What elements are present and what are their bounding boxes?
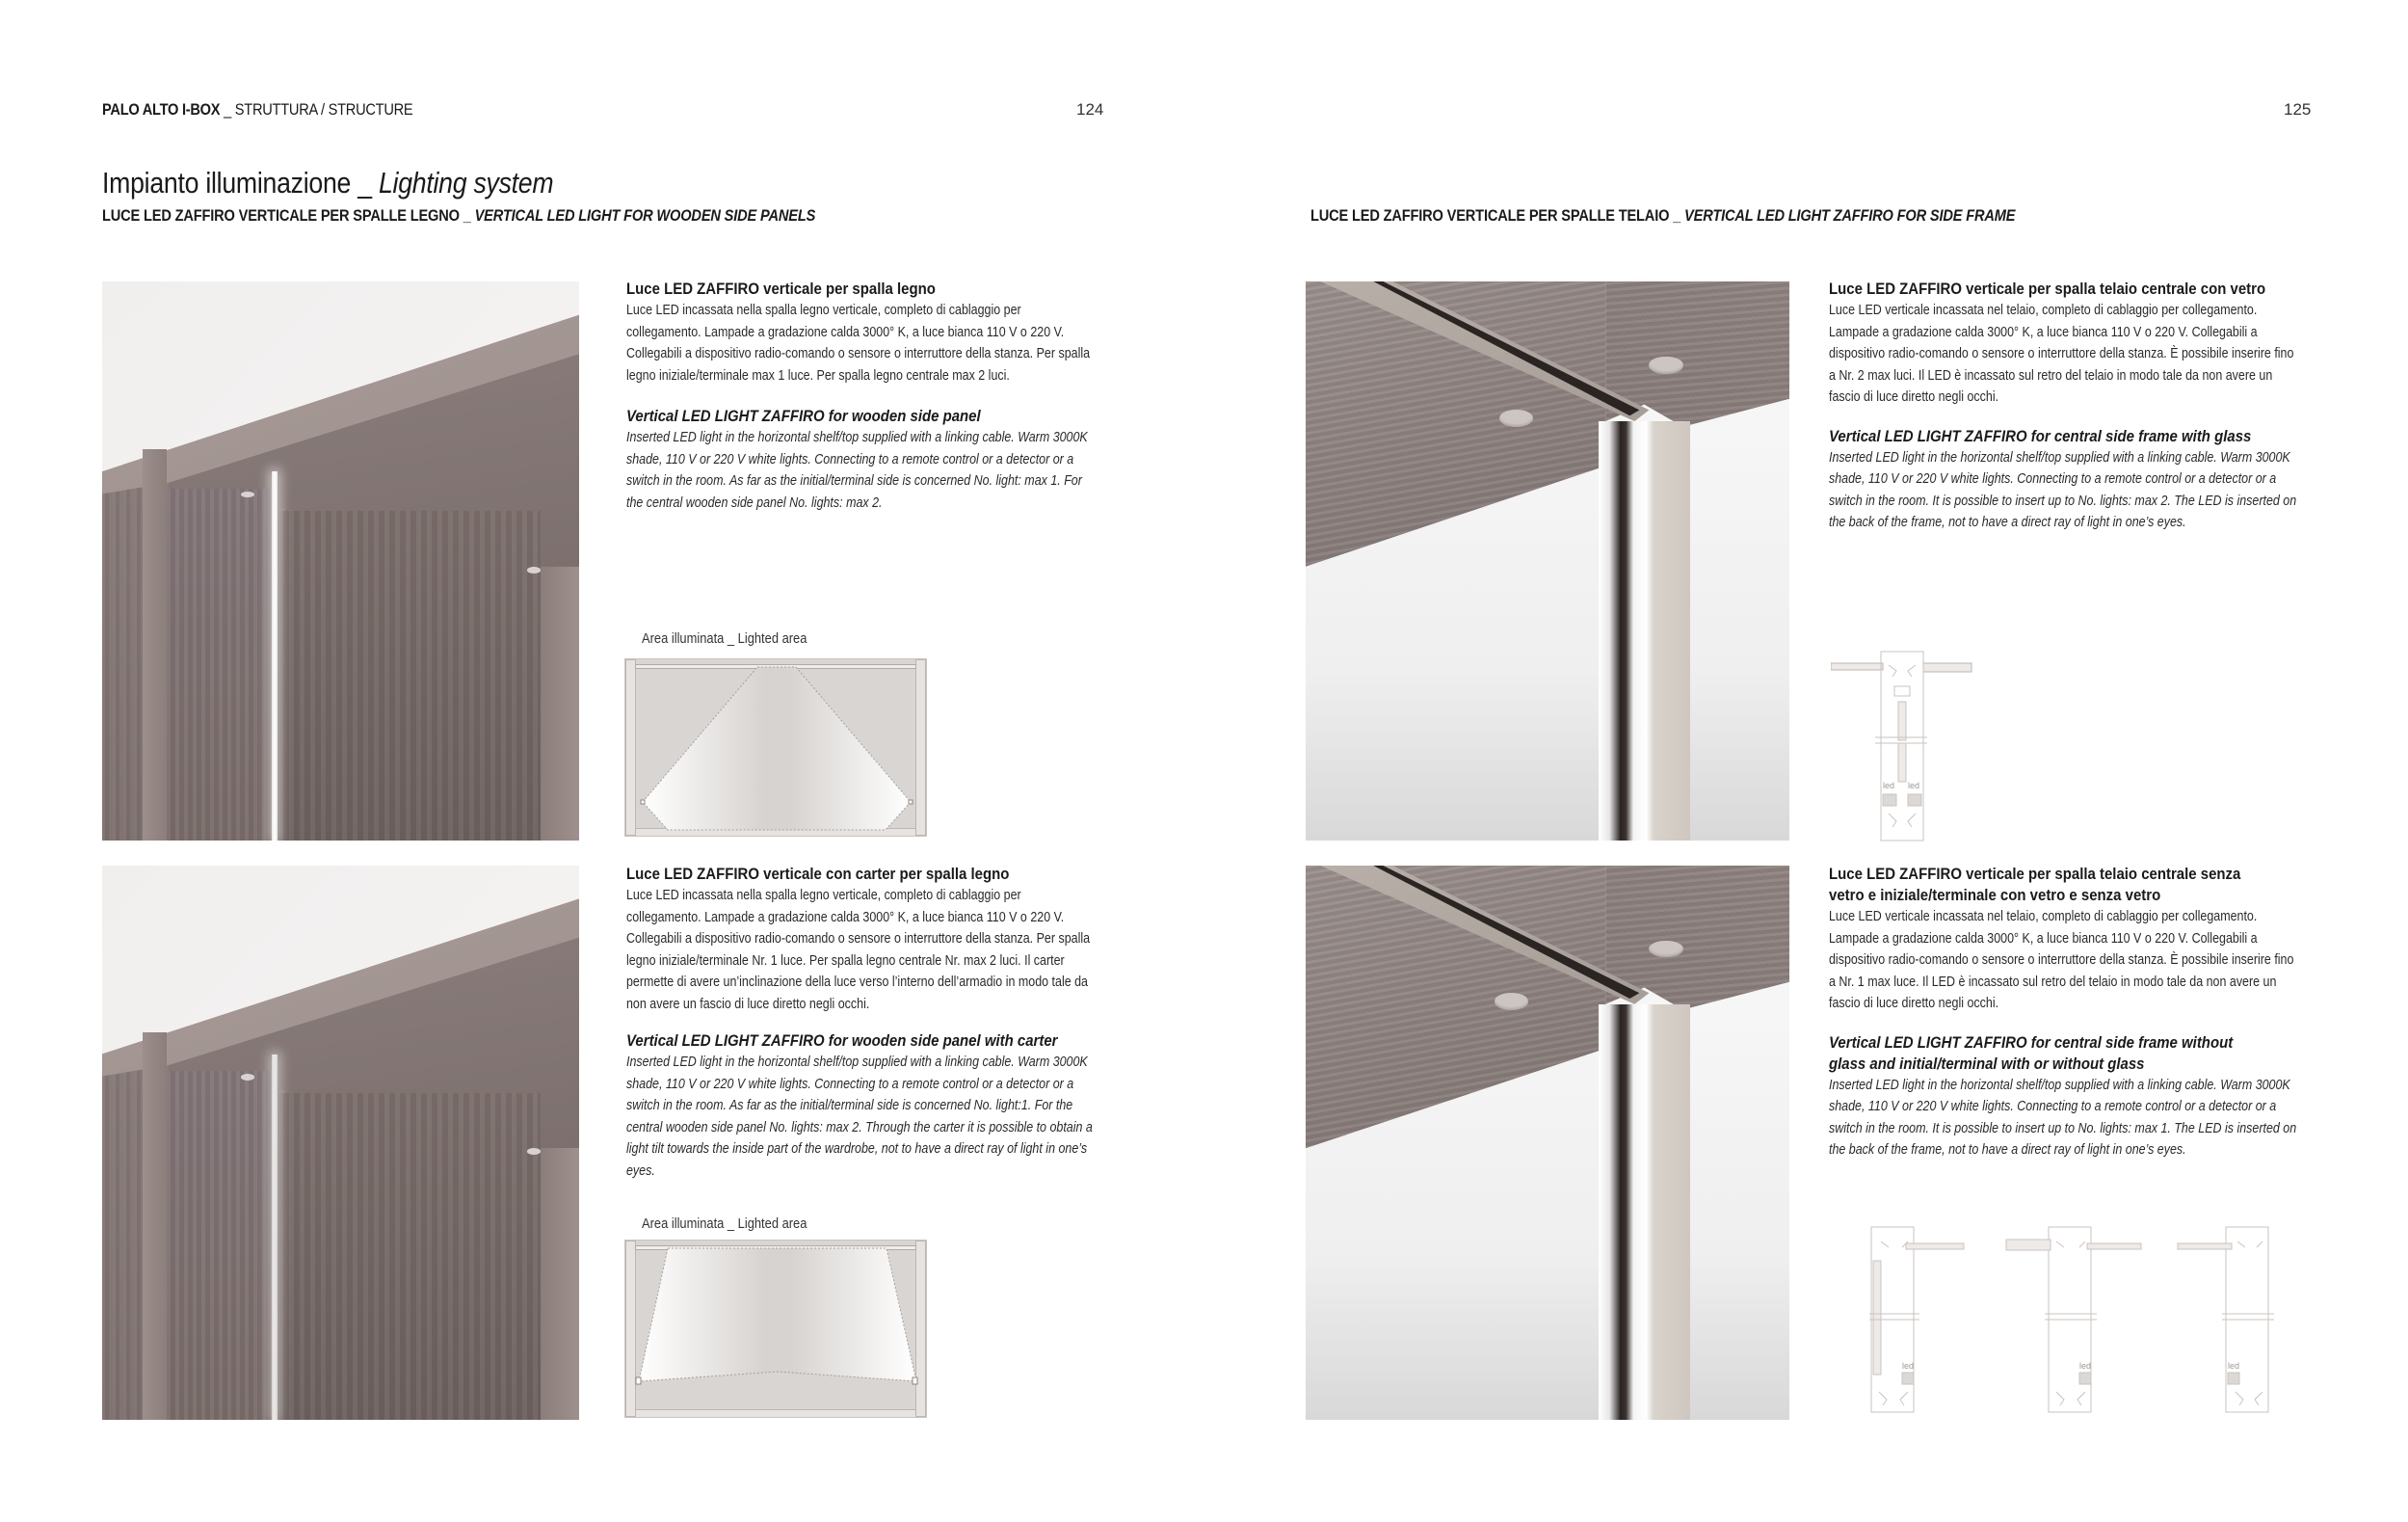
led-label: led [1908,781,1920,790]
led-strip [272,1055,278,1421]
page-number-left: 124 [1076,100,1104,119]
block-body-en: Inserted LED light in the horizontal shelf/top supplied with a linking cable. Warm 3000K shade, 110 V or 220 V white lights. Connecting to a remote control or a detector or a switch in the room. It is possible to insert up to No. lights: max 1. The LED is inserted on the back of the frame, not to have a direct ray of light in one’s eyes. [1829,1077,2297,1158]
photo-wooden-side-panel-led [102,281,579,841]
lighted-area-label: Area illuminata _ Lighted area [642,630,807,647]
photo-wooden-side-panel-carter [102,866,579,1420]
frame-section-drawings-row [1860,1222,2284,1425]
block-body-it: Luce LED verticale incassata nel telaio, completo di cablaggio per collegamento. Lampade a gradazione calda 3000° K, a luce bianca 110 V o 220 V. Collegabili a dispositivo radio-comando o sensore o interruttore della stanza. È possibile inserire fino a Nr. 2 max luci. Il LED è incassato sul retro del telaio in modo tale da non avere un fascio di luce diretto negli occhi. [1829,303,2294,405]
block-title-it: Luce LED ZAFFIRO verticale per spalla telaio centrale senza vetro e iniziale/terminale con vetro e senza vetro [1829,865,2241,904]
block-title-it: Luce LED ZAFFIRO verticale per spalla telaio centrale con vetro [1829,280,2266,298]
section-name: STRUTTURA / STRUCTURE [234,100,413,119]
block-body-it: Luce LED incassata nella spalla legno verticale, completo di cablaggio per collegamento. Lampade a gradazione calda 3000° K, a luce bianca 110 V o 220 V. Collegabili a dispositivo radio-comando o sensore o interruttore della stanza. Per spalla legno iniziale/terminale Nr. 1 luce. Per spalla legno centrale Nr. max 2 luci. Il carter permette di avere un’inclinazione della luce verso l’interno dell’armadio in modo tale da non avere un fascio di luce diretto negli occhi. [626,888,1091,1012]
lighted-area-label: Area illuminata _ Lighted area [642,1215,807,1232]
text-block-frame-without-glass [1829,864,2378,1162]
led-label: led [1902,1361,1915,1371]
block-title-it: Luce LED ZAFFIRO verticale con carter per spalla legno [626,865,1010,883]
block-body-it: Luce LED verticale incassata nel telaio, completo di cablaggio per collegamento. Lampade a gradazione calda 3000° K, a luce bianca 110 V o 220 V. Collegabili a dispositivo radio-comando o sensore o interruttore della stanza. È possibile inserire fino a Nr. 1 max luce. Il LED è incassato sul retro del telaio in modo tale da non avere un fascio di luce diretto negli occhi. [1829,909,2294,1011]
photo-side-frame-without-glass [1306,866,1789,1420]
section-title-right: LUCE LED ZAFFIRO VERTICALE PER SPALLE TELAIO _ VERTICAL LED LIGHT ZAFFIRO FOR SIDE FRAME [1310,206,2016,225]
led-label: led [1883,781,1895,790]
led-label: led [2079,1361,2092,1371]
text-block-wooden-panel [626,279,1176,514]
text-block-wooden-panel-carter [626,864,1176,1182]
frame-section-drawing-central-glass [1831,644,1975,846]
block-body-en: Inserted LED light in the horizontal shelf/top supplied with a linking cable. Warm 3000K shade, 110 V or 220 V white lights. Connecting to a remote control or a detector or a switch in the room. As far as the initial/terminal side is concerned No. light:1. For the central wooden side panel No. lights: max 2. Through the carter it is possible to obtain a light tilt towards the inside part of the wardrobe, not to have a direct ray of light in one’s eyes. [626,1055,1093,1179]
text-block-frame-with-glass [1829,279,2378,534]
block-body-en: Inserted LED light in the horizontal shelf/top supplied with a linking cable. Warm 3000K shade, 110 V or 220 V white lights. Connecting to a remote control or a detector or a switch in the room. It is possible to insert up to No. lights: max 2. The LED is inserted on the back of the frame, not to have a direct ray of light in one’s eyes. [1829,449,2297,530]
block-title-it: Luce LED ZAFFIRO verticale per spalla legno [626,280,936,298]
led-strip [272,471,278,841]
block-title-en: Vertical LED LIGHT ZAFFIRO for central side frame with glass [1829,426,2252,445]
section-title-left: LUCE LED ZAFFIRO VERTICALE PER SPALLE LEGNO _ VERTICAL LED LIGHT FOR WOODEN SIDE PANELS [102,206,816,225]
led-label: led [2228,1361,2240,1371]
block-title-en: Vertical LED LIGHT ZAFFIRO for central side frame without glass and initial/terminal with or without glass [1829,1032,2234,1073]
lighted-area-diagram-2 [624,1240,927,1418]
block-body-it: Luce LED incassata nella spalla legno verticale, completo di cablaggio per collegamento. Lampade a gradazione calda 3000° K, a luce bianca 110 V o 220 V. Collegabili a dispositivo radio-comando o sensore o interruttore della stanza. Per spalla legno iniziale/terminale max 1 luce. Per spalla legno centrale max 2 luci. [626,303,1091,384]
block-body-en: Inserted LED light in the horizontal shelf/top supplied with a linking cable. Warm 3000K shade, 110 V or 220 V white lights. Connecting to a remote control or a detector or a switch in the room. As far as the initial/terminal side is concerned No. light: max 1. For the central wooden side panel No. lights: max 2. [626,430,1088,511]
page-number-right: 125 [2284,100,2312,119]
running-head: PALO ALTO I-BOX _ STRUTTURA / STRUCTURE [102,100,413,119]
lighted-area-diagram-1 [624,658,927,837]
block-title-en: Vertical LED LIGHT ZAFFIRO for wooden side panel with carter [626,1031,1058,1050]
block-title-en: Vertical LED LIGHT ZAFFIRO for wooden side panel [626,407,981,425]
page-title: Impianto illuminazione _ Lighting system [102,166,554,200]
brand-name: PALO ALTO I-BOX [102,100,221,119]
photo-side-frame-with-glass [1306,281,1789,841]
